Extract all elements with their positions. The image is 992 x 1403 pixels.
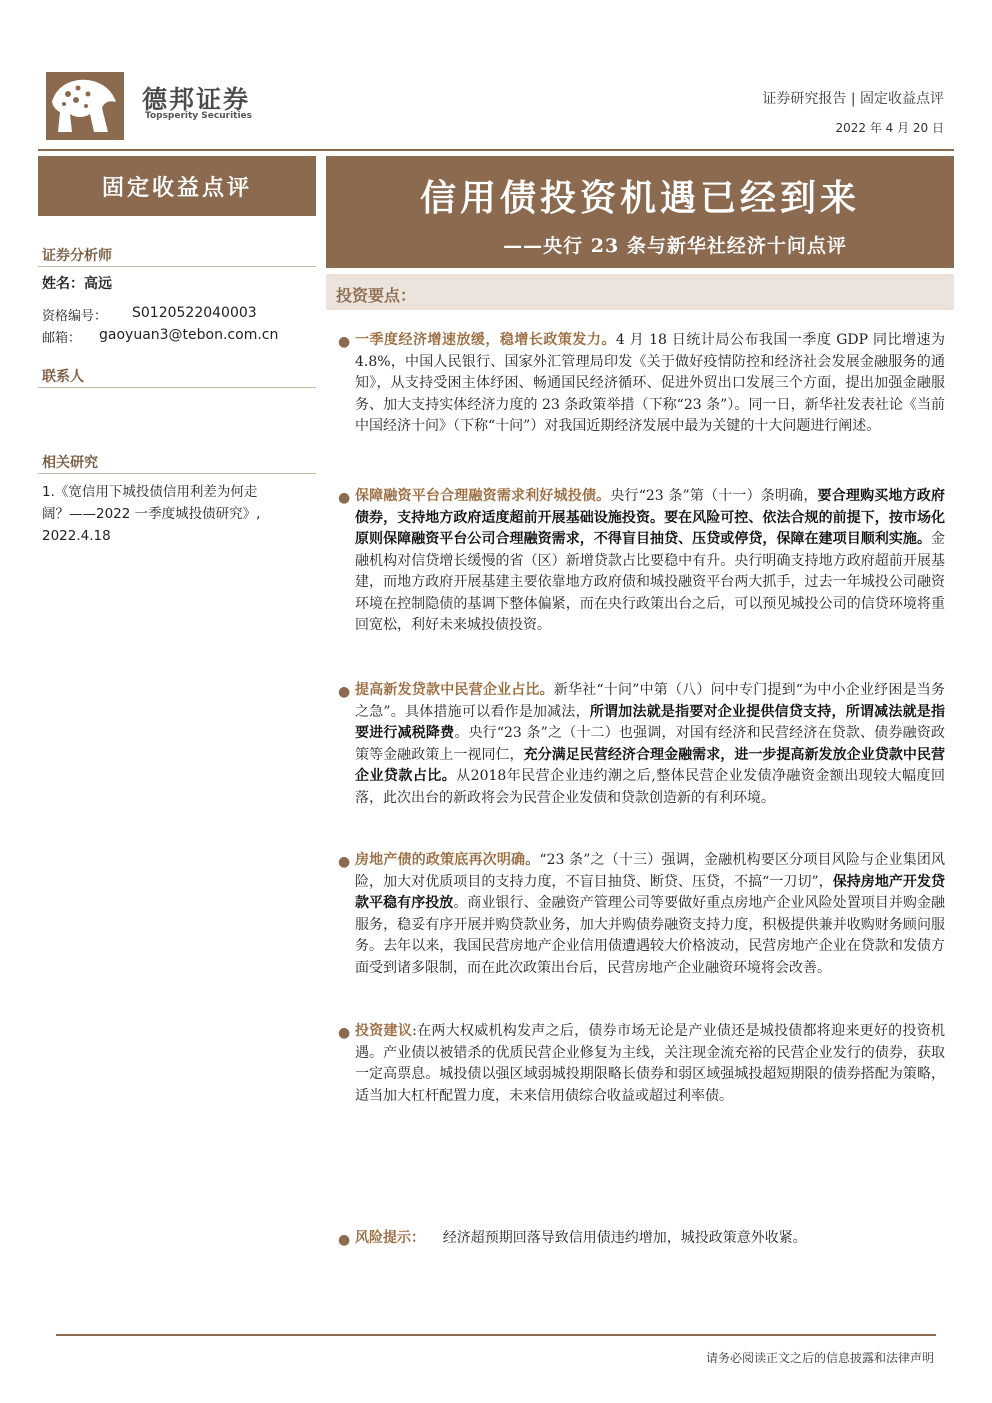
footer-disclaimer: 请务必阅读正文之后的信息披露和法律声明 [705, 1351, 934, 1365]
report-subtitle: ——央行 23 条与新华社经济十问点评 [503, 235, 847, 257]
bullet-icon: ● [338, 1232, 351, 1248]
key-points-label: 投资要点： [336, 286, 417, 305]
bullet-icon: ● [338, 490, 351, 506]
email-label: 邮箱： [42, 331, 82, 346]
footer-divider [56, 1334, 936, 1336]
bullet-icon: ● [338, 334, 351, 350]
cert-label: 资格编号： [42, 309, 108, 324]
related-research-heading: 相关研究 [42, 455, 98, 471]
bullet-icon: ● [338, 684, 351, 700]
company-logo-mark [46, 72, 124, 140]
report-date: 2022 年 4 月 20 日 [835, 121, 944, 135]
point-3: 提高新发贷款中民营企业占比。新华社“十问”中第（八）问中专门提到“为中小企业纾困是当务之急”。具体措施可以看作是加减法，所谓加法就是指要对企业提供信贷支持，所谓减法就是指要进行减税降费。央行“23 条”之（十二）也强调，对国有经济和民营经济在贷款、债券融资政策等金融政策上一视同仁，充分满足民营经济合理金融需求，进一步提高新发放企业贷款中民营企业贷款占比。从2018年民营企业违约潮之后,整体民营企业发债净融资金额出现较大幅度回落，此次出台的新政将会为民营企业发债和贷款创造新的有利环境。 [355, 682, 946, 806]
bullet-icon: ● [338, 854, 351, 870]
email-address[interactable]: gaoyuan3@tebon.com.cn [99, 327, 279, 343]
related-research-item[interactable]: 1.《宽信用下城投债信用利差为何走 阔？——2022 一季度城投债研究》, 2022.4.18 [42, 484, 261, 544]
analyst-heading: 证券分析师 [42, 248, 112, 264]
point-5-investment-advice: 投资建议:在两大权威机构发声之后，债券市场无论是产业债还是城投债都将迎来更好的投资机遇。产业债以被错杀的优质民营企业修复为主线，关注现金流充裕的民营企业发行的债券，获取一定高票息。城投债以强区域弱城投期限略长债券和弱区域强城投超短期限的债券搭配为策略，适当加大杠杆配置力度，未来信用债综合收益或超过利率债。 [355, 1023, 946, 1104]
company-name-en: Topsperity Securities [145, 111, 252, 121]
analyst-divider [38, 266, 316, 267]
risk-note: 风险提示： 经济超预期回落导致信用债违约增加，城投政策意外收紧。 [355, 1230, 807, 1246]
contact-divider [38, 387, 316, 388]
report-type: 证券研究报告 | 固定收益点评 [762, 91, 944, 107]
title-banner [326, 156, 954, 268]
related-divider [38, 473, 316, 474]
header-divider [38, 149, 954, 151]
analyst-name: 姓名：高远 [42, 276, 112, 292]
point-2: 保障融资平台合理融资需求利好城投债。央行“23 条”第（十一）条明确，要合理购买地方政府债券，支持地方政府适度超前开展基础设施投资。要在风险可控、依法合规的前提下，按市场化原则保障融资平台公司合理融资需求，不得盲目抽贷、压贷或停贷，保障在建项目顺利实施。金融机构对信贷增长缓慢的省（区）新增贷款占比要稳中有升。央行明确支持地方政府超前开展基建，而地方政府开展基建主要依靠地方政府债和城投融资平台两大抓手，过去一年城投公司融资环境在控制隐债的基调下整体偏紧，而在央行政策出台之后，可以预见城投公司的信贷环境将重回宽松，利好未来城投债投资。 [355, 488, 945, 633]
bullet-icon: ● [338, 1025, 351, 1041]
cert-number: S0120522040003 [132, 305, 257, 321]
company-name-cn: 德邦证券 [142, 85, 251, 114]
key-points-bar [326, 274, 954, 310]
point-4: 房地产债的政策底再次明确。“23 条”之（十三）强调，金融机构要区分项目风险与企业集团风险，加大对优质项目的支持力度，不盲目抽贷、断贷、压贷，不搞“一刀切”，保持房地产开发贷款平稳有序投放。商业银行、金融资产管理公司等要做好重点房地产企业风险处置项目并购金融服务，稳妥有序开展并购贷款业务，加大并购债券融资支持力度，积极提供兼并收购财务顾问服务。去年以来，我国民营房地产企业信用债遭遇较大价格波动，民营房地产企业在贷款和发债方面受到诸多限制，而在此次政策出台后，民营房地产企业融资环境将会改善。 [355, 852, 946, 976]
contact-heading: 联系人 [42, 369, 84, 385]
report-title: 信用债投资机遇已经到来 [419, 177, 860, 219]
category-banner: 固定收益点评 [38, 156, 316, 216]
point-1: 一季度经济增速放缓，稳增长政策发力。4 月 18 日统计局公布我国一季度 GDP 同比增速为 4.8%，中国人民银行、国家外汇管理局印发《关于做好疫情防控和经济社会发展金融服务的通知》，从支持受困主体纾困、畅通国民经济循环、促进外贸出口发展三个方面，提出加强金融服务、加大支持实体经济力度的 23 条政策举措（下称“23 条”）。同一日，新华社发表社论《当前中国经济十问》（下称“十问”）对我国近期经济发展中最为关键的十大问题进行阐述。 [355, 332, 945, 434]
